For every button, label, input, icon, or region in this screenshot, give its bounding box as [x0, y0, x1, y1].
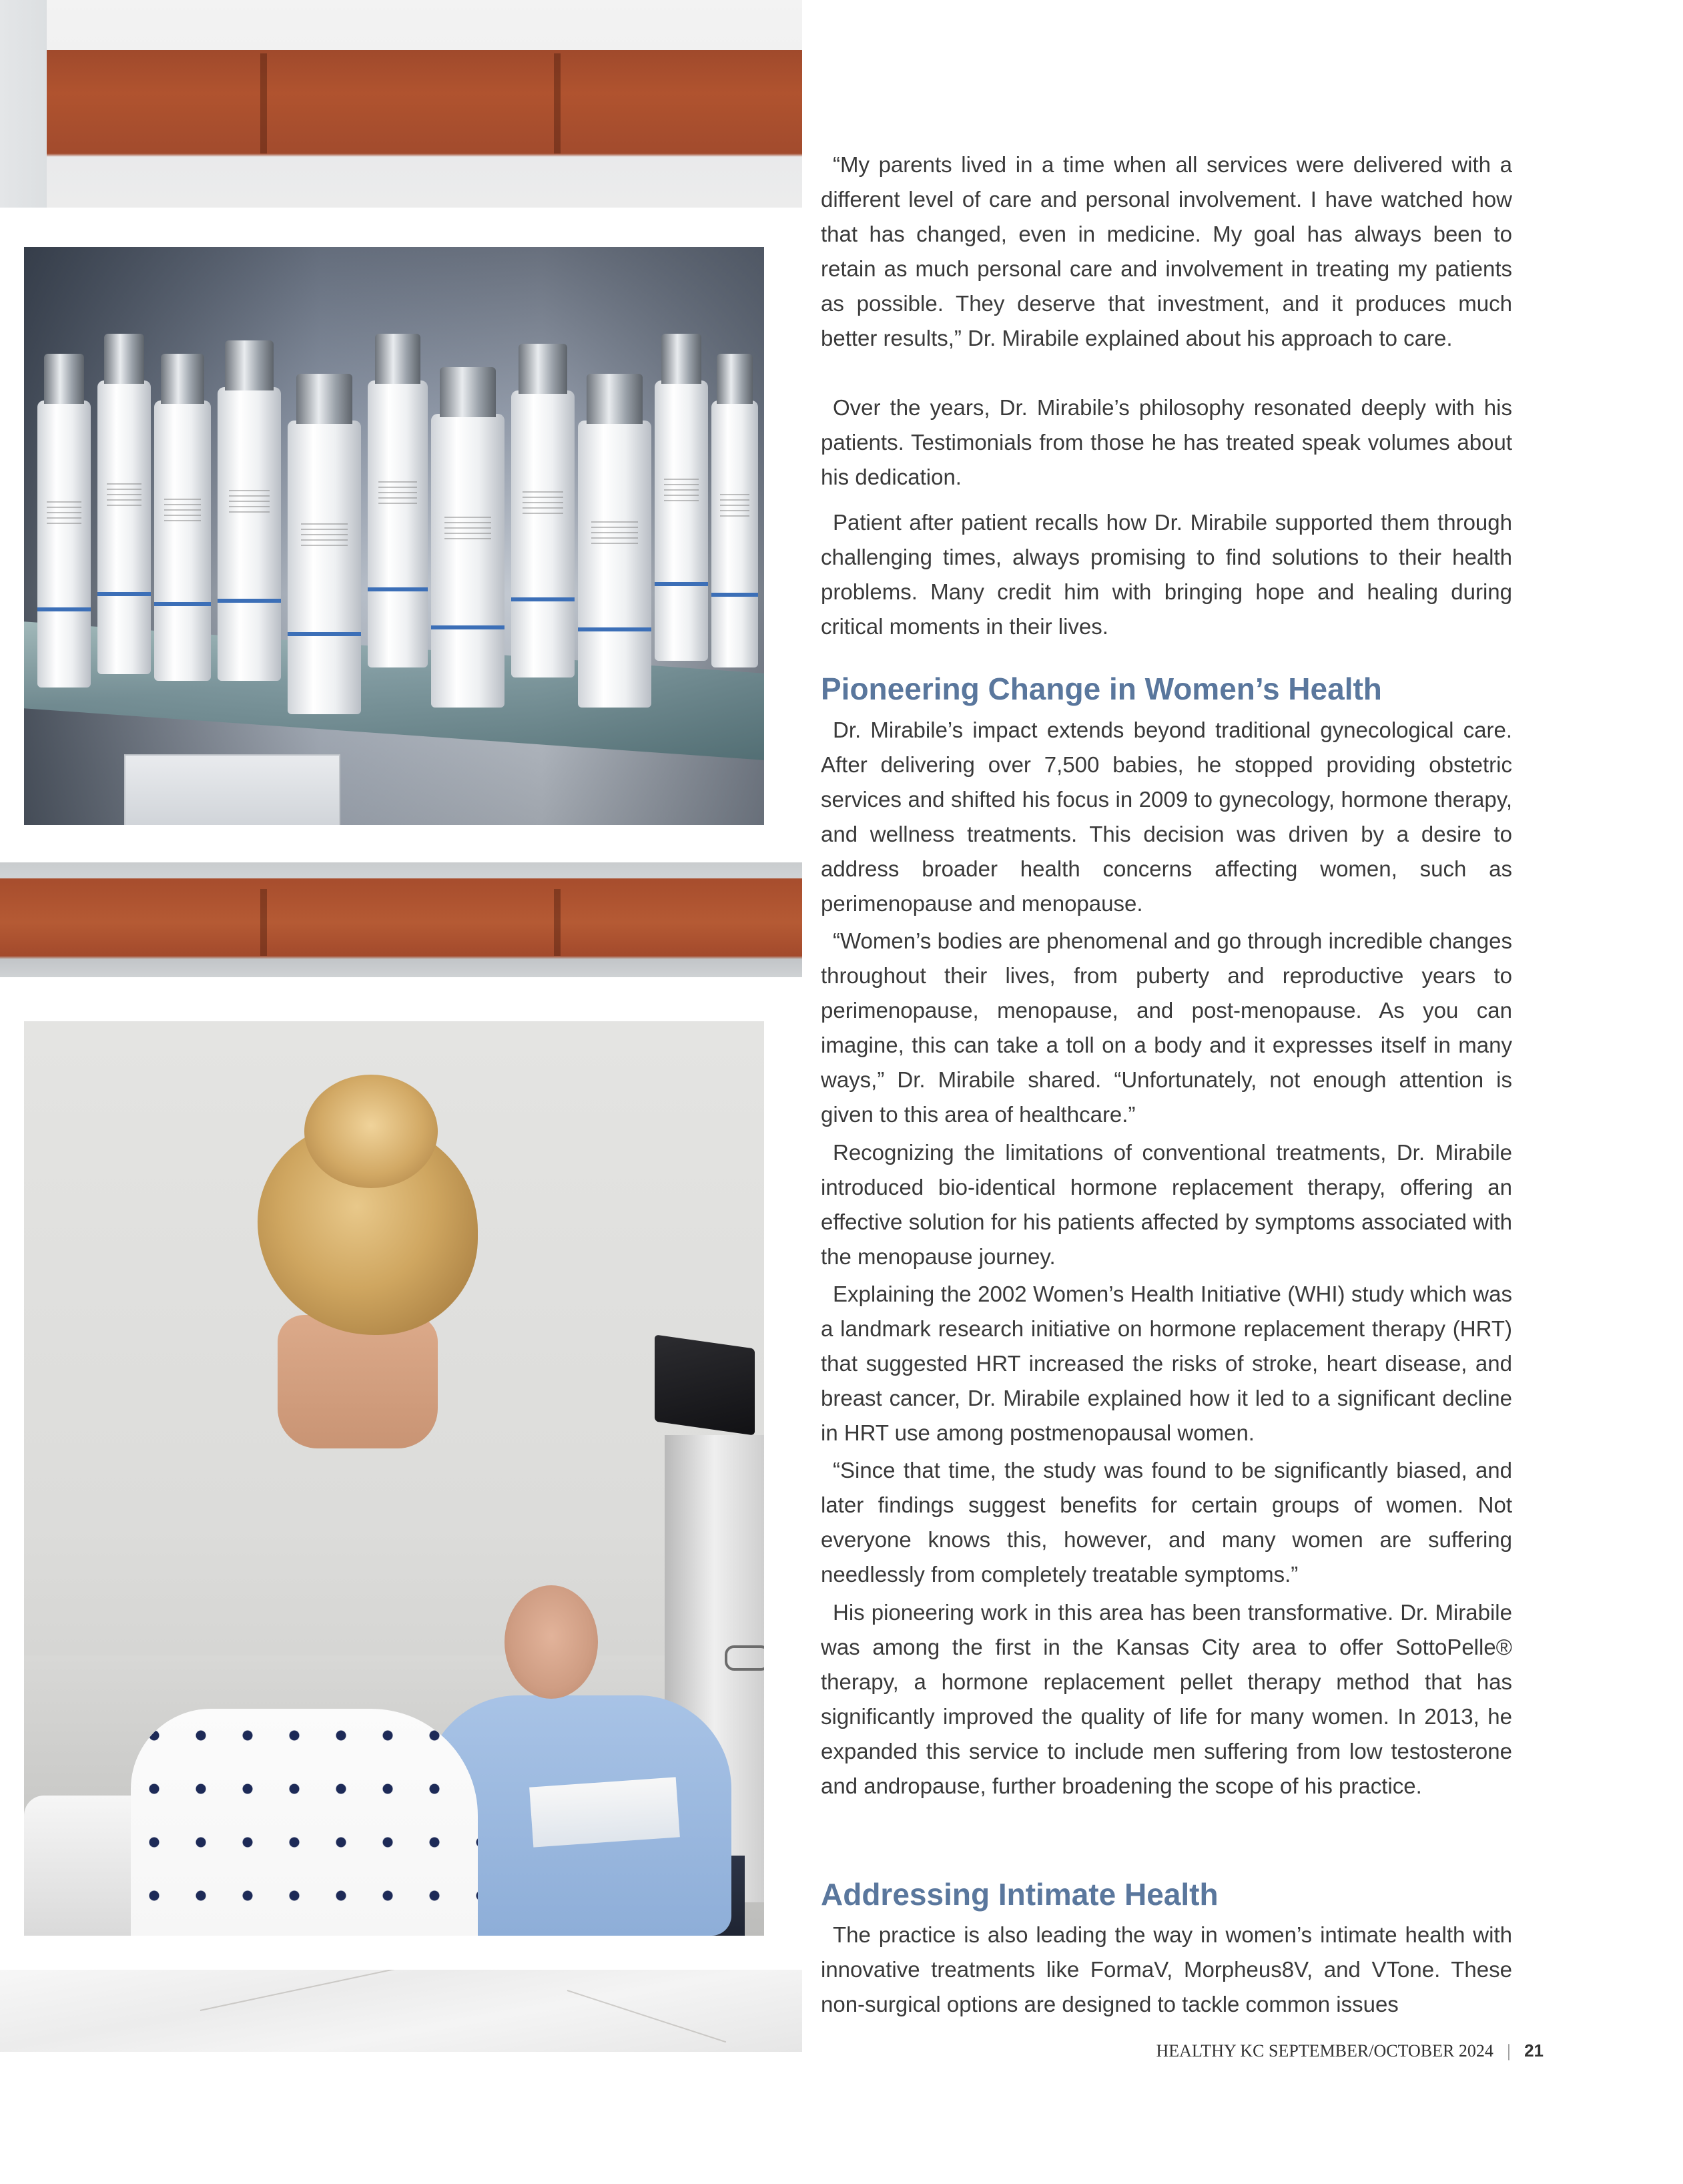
pump-cap — [587, 374, 643, 424]
magazine-name: HEALTHY KC — [1156, 2041, 1265, 2061]
doctor-head — [504, 1585, 598, 1699]
pump-cap — [661, 334, 702, 384]
skincare-bottle — [154, 400, 211, 681]
article-paragraph: “Since that time, the study was found to be significantly biased, and later findings suggest benefits for certain groups of women. Not everyone knows this, however, and many women are suffering needlessly from completely treatable symptoms.” — [821, 1458, 1512, 1587]
patient-neck — [278, 1315, 438, 1448]
label-text-lines — [229, 490, 270, 517]
article-paragraph: Dr. Mirabile’s impact extends beyond traditional gynecological care. After delivering over 7,500 babies, he stopped providing obstetric services and shifted his focus in 2009 to gynecology, hormone therapy, and wellness treatments. This decision was driven by a desire to address broader health concerns affecting women, such as perimenopause and menopause. — [821, 718, 1512, 916]
cabinet-photo-strip-middle — [0, 862, 802, 977]
label-blue-band — [431, 625, 504, 629]
label-text-lines — [591, 521, 638, 548]
article-paragraph: “Women’s bodies are phenomenal and go through incredible changes throughout their lives, from puberty and reproductive years to perimenopause, menopause, and post-menopause. As you can imagine, this can take a toll on a body and it expresses itself in many ways,” Dr. Mirabile shared. “Unfortunately, not enough attention is given to this area of healthcare.” — [821, 928, 1512, 1127]
label-text-lines — [444, 517, 491, 543]
pump-cap — [225, 340, 273, 390]
cabinet-photo-strip-top — [0, 0, 802, 208]
cabinet-door-seam — [260, 53, 267, 154]
skincare-bottle — [711, 400, 758, 667]
skincare-bottle — [218, 387, 281, 681]
pump-cap — [440, 367, 496, 417]
skincare-bottle — [511, 390, 575, 677]
article-paragraph: Explaining the 2002 Women’s Health Initiative (WHI) study which was a landmark research initiative on hormone replacement therapy (HRT) that suggested HRT increased the risks of stroke, heart disease, and breast cancer, Dr. Mirabile explained how it led to a significant decline in HRT use among postmenopausal women. — [821, 1282, 1512, 1445]
skincare-bottle — [578, 421, 651, 708]
lab-report-paper — [529, 1777, 680, 1847]
skincare-bottle — [288, 421, 361, 714]
cabinet-door-seam — [260, 889, 267, 956]
label-text-lines — [107, 483, 141, 510]
label-blue-band — [288, 632, 361, 636]
machine-logo-icon — [725, 1645, 764, 1671]
label-text-lines — [47, 501, 81, 528]
label-blue-band — [711, 593, 758, 597]
label-blue-band — [368, 587, 428, 591]
pump-cap — [375, 334, 420, 384]
page-footer — [1156, 2040, 1544, 2062]
page-number: 21 — [1524, 2040, 1544, 2061]
article-paragraph: “My parents lived in a time when all services were delivered with a different level of care and personal involvement. I have watched how that has changed, even in medicine. My goal has always been to retain as much personal care and involvement in treating my patients as possible. They deserve that investment, and it produces much better results,” Dr. Mirabile explained about his approach to care. — [821, 152, 1512, 350]
section-heading-womens-health: Pioneering Change in Women’s Health — [821, 671, 1382, 706]
article-paragraph: Recognizing the limitations of conventional treatments, Dr. Mirabile introduced bio-identical hormone replacement therapy, offering an effective solution for his patients affected by symptoms associated with the menopause journey. — [821, 1140, 1512, 1269]
product-shelf-photo — [24, 247, 764, 825]
section-heading-intimate-health: Addressing Intimate Health — [821, 1877, 1219, 1912]
patient-polka-dot-top — [131, 1709, 478, 1936]
article-paragraph: His pioneering work in this area has been transformative. Dr. Mirabile was among the first in the Kansas City area to offer SottoPelle® therapy, a hormone replacement pellet therapy method that has significantly improved the quality of life for many women. In 2013, he expanded this service to include men suffering from low testosterone and andropause, further broadening the scope of his practice. — [821, 1600, 1512, 1798]
issue-date: SEPTEMBER/OCTOBER 2024 — [1269, 2041, 1493, 2061]
article-body — [821, 0, 1512, 2184]
marble-vein — [200, 1970, 462, 2011]
article-paragraph: The practice is also leading the way in women’s intimate health with innovative treatments like FormaV, Morpheus8V, and VTone. These non-surgical options are designed to tackle common issues — [821, 1922, 1512, 2016]
marble-photo-strip-bottom — [0, 1970, 802, 2052]
footer-separator: | — [1507, 2041, 1511, 2061]
label-blue-band — [37, 607, 91, 611]
label-blue-band — [655, 582, 708, 586]
label-blue-band — [154, 602, 211, 606]
label-blue-band — [578, 627, 651, 631]
marble-vein — [567, 1990, 726, 2042]
skincare-bottle — [431, 414, 504, 708]
label-text-lines — [378, 481, 417, 508]
cabinet-door-seam — [554, 889, 561, 956]
pump-cap — [161, 354, 204, 404]
article-paragraph: Over the years, Dr. Mirabile’s philosophy resonated deeply with his patients. Testimonials from those he has treated speak volumes about his dedication. — [821, 395, 1512, 489]
skincare-bottle — [97, 380, 151, 674]
skincare-bottle — [655, 380, 708, 661]
cabinet-door-seam — [554, 53, 561, 154]
pump-cap — [519, 344, 567, 394]
article-paragraph: Patient after patient recalls how Dr. Mirabile supported them through challenging times, always promising to find solutions to their health problems. Many credit him with bringing hope and healing during critical moments in their lives. — [821, 510, 1512, 639]
label-blue-band — [511, 597, 575, 601]
label-text-lines — [720, 494, 750, 521]
device-monitor — [655, 1334, 755, 1435]
pump-cap — [104, 334, 145, 384]
label-text-lines — [664, 479, 698, 505]
label-text-lines — [164, 499, 200, 525]
pump-cap — [44, 354, 85, 404]
label-blue-band — [218, 599, 281, 603]
consultation-photo — [24, 1021, 764, 1936]
pump-cap — [717, 354, 752, 404]
product-box — [124, 754, 340, 825]
skincare-bottle — [37, 400, 91, 688]
pump-cap — [296, 374, 352, 424]
label-blue-band — [97, 592, 151, 596]
label-text-lines — [523, 491, 563, 518]
skincare-bottle — [368, 380, 428, 667]
patient-hair-bun — [304, 1075, 438, 1188]
label-text-lines — [301, 523, 348, 550]
